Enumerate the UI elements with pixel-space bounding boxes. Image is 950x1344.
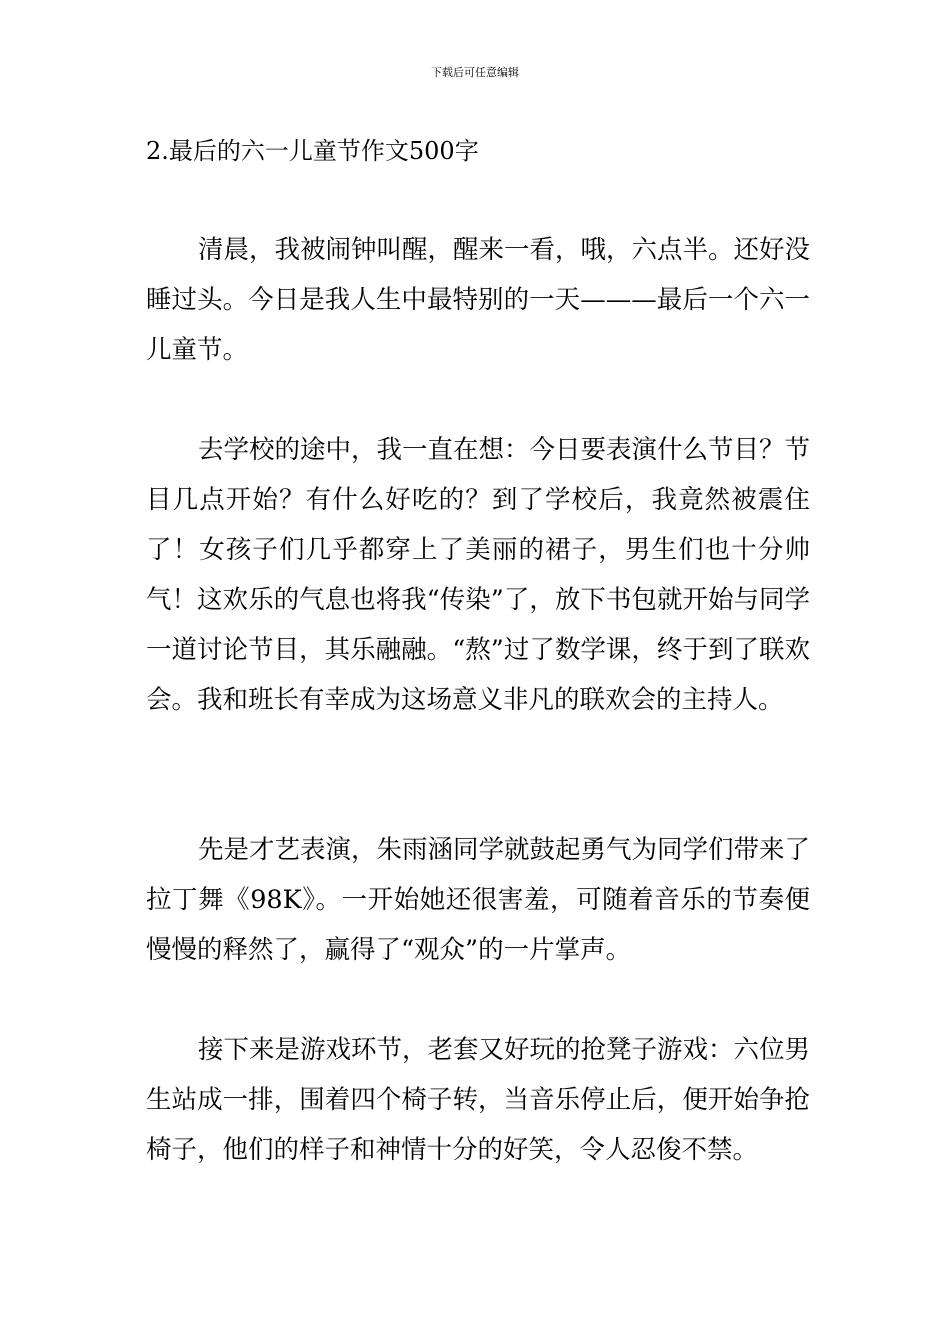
paragraph-3: 先是才艺表演，朱雨涵同学就鼓起勇气为同学们带来了拉丁舞《98K》。一开始她还很害羞，可随着音乐的节奏便慢慢的释然了，赢得了“观众”的一片掌声。 [146,835,811,965]
paragraph-4: 接下来是游戏环节，老套又好玩的抢凳子游戏：六位男生站成一排，围着四个椅子转，当音乐停止后，便开始争抢椅子，他们的样子和神情十分的好笑，令人忍俊不禁。 [146,1035,811,1165]
document-title: 2.最后的六一儿童节作文500字 [146,137,479,165]
paragraph-1: 清晨，我被闹钟叫醒，醒来一看，哦，六点半。还好没睡过头。今日是我人生中最特别的一天———最后一个六一儿童节。 [146,235,811,365]
page-header: 下载后可任意编辑 [431,66,519,79]
paragraph-2: 去学校的途中，我一直在想：今日要表演什么节目？节目几点开始？有什么好吃的？到了学校后，我竟然被震住了！女孩子们几乎都穿上了美丽的裙子，男生们也十分帅气！这欢乐的气息也将我“传染”了，放下书包就开始与同学一道讨论节目，其乐融融。“熬”过了数学课，终于到了联欢会。我和班长有幸成为这场意义非凡的联欢会的主持人。 [146,435,811,715]
